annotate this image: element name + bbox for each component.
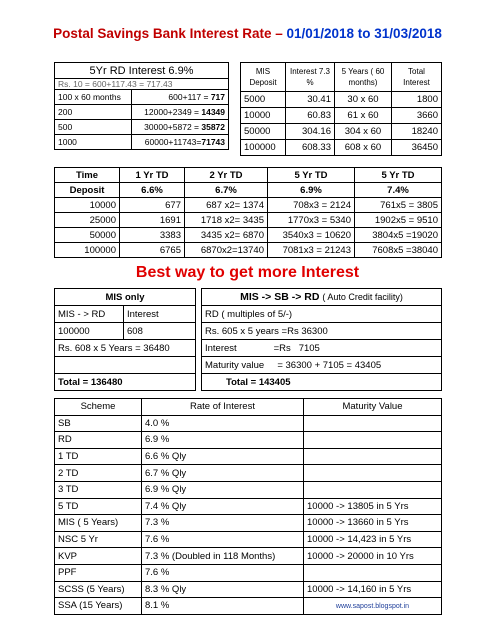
table-row: NSC 5 Yr 7.6 % 10000 -> 14,423 in 5 Yrs [55, 531, 442, 548]
mis-header-total: Total Interest [392, 63, 442, 92]
mis-header-deposit: MIS Deposit [241, 63, 286, 92]
td-header-1yr: 1 Yr TD [120, 168, 185, 183]
blank-cell [55, 357, 196, 374]
maturity-header: Maturity Value [304, 399, 442, 416]
table-row [55, 135, 229, 150]
table-row: 10000 60.83 61 x 60 3660 [241, 108, 442, 124]
mis-only-table [54, 288, 196, 391]
mis-only-cell: Interest [124, 306, 196, 323]
td-header-time: Time [55, 168, 120, 183]
title-dates: 01/01/2018 to 31/03/2018 [286, 26, 442, 41]
table-row: 3 TD 6.9 % Qly [55, 481, 442, 498]
rd-interest-table [54, 62, 229, 150]
table-row: SSA (15 Years) 8.1 % www.sapost.blogspot.in [55, 598, 442, 615]
mis-only-total: Total = 136480 [55, 374, 196, 391]
table-row: 100000 608.33 608 x 60 36450 [241, 140, 442, 156]
table-row: 50000 3383 3435 x2= 6870 3540x3 = 10620 3804x5 =19020 [55, 228, 442, 243]
rd-amount: 1000 [55, 135, 132, 150]
td-rate-label: Deposit [55, 183, 120, 198]
rd-result: 600+117 = 717 [132, 90, 229, 105]
mis-sb-rd-line: Interest =Rs 7105 [202, 340, 442, 357]
title-prefix: Postal Savings Bank Interest Rate – [53, 26, 283, 41]
best-way-heading: Best way to get more Interest [135, 264, 360, 281]
page-title [0, 26, 495, 41]
rd-subheader: Rs. 10 = 600+117.43 = 717.43 [55, 79, 229, 90]
mis-header-interest: Interest 7.3 % [286, 63, 335, 92]
blog-url-footer: www.sapost.blogspot.in [335, 603, 410, 611]
mis-sb-rd-line: Rs. 605 x 5 years =Rs 36300 [202, 323, 442, 340]
rate-header: Rate of Interest [142, 399, 304, 416]
mis-only-cell: MIS - > RD [55, 306, 124, 323]
table-row: 100000 6765 6870x2=13740 7081x3 = 21243 7608x5 =38040 [55, 243, 442, 258]
mis-sb-rd-line: RD ( multiples of 5/-) [202, 306, 442, 323]
mis-interest-table [240, 62, 442, 156]
table-row: SCSS (5 Years) 8.3 % Qly 10000 -> 14,160 in 5 Yrs [55, 581, 442, 598]
rd-result: 30000+5872 = 35872 [132, 120, 229, 135]
table-row: 5000 30.41 30 x 60 1800 [241, 92, 442, 108]
td-header-5yr-b: 5 Yr TD [355, 168, 442, 183]
table-row [55, 90, 229, 105]
mis-header-years: 5 Years ( 60 months) [335, 63, 392, 92]
rd-amount: 100 x 60 months [55, 90, 132, 105]
schemes-table [54, 398, 442, 615]
table-row [55, 105, 229, 120]
mis-only-title: MIS only [55, 289, 196, 306]
mis-sb-rd-line: Maturity value = 36300 + 7105 = 43405 [202, 357, 442, 374]
td-rate: 6.9% [268, 183, 355, 198]
table-row: 5 TD 7.4 % Qly 10000 -> 13805 in 5 Yrs [55, 498, 442, 515]
table-row: SB 4.0 % [55, 415, 442, 432]
td-header-2yr: 2 Yr TD [185, 168, 268, 183]
table-row: 10000 677 687 x2= 1374 708x3 = 2124 761x5 = 3805 [55, 198, 442, 213]
mis-only-cell: 100000 [55, 323, 124, 340]
table-row: MIS ( 5 Years) 7.3 % 10000 -> 13660 in 5 Yrs [55, 515, 442, 532]
mis-sb-rd-title: MIS -> SB -> RD ( Auto Credit facility) [202, 289, 442, 306]
mis-sb-rd-table [201, 288, 442, 391]
td-rate: 6.6% [120, 183, 185, 198]
table-row: 2 TD 6.7 % Qly [55, 465, 442, 482]
mis-only-cell: 608 [124, 323, 196, 340]
table-row: 25000 1691 1718 x2= 3435 1770x3 = 5340 1902x5 = 9510 [55, 213, 442, 228]
td-interest-table [54, 167, 442, 258]
mis-only-calc: Rs. 608 x 5 Years = 36480 [55, 340, 196, 357]
rd-result: 12000+2349 = 14349 [132, 105, 229, 120]
scheme-header: Scheme [55, 399, 142, 416]
rd-amount: 200 [55, 105, 132, 120]
table-row: 50000 304.16 304 x 60 18240 [241, 124, 442, 140]
td-header-5yr-a: 5 Yr TD [268, 168, 355, 183]
rd-result: 60000+11743=71743 [132, 135, 229, 150]
rd-header: 5Yr RD Interest 6.9% [55, 63, 229, 79]
table-row: 1 TD 6.6 % Qly [55, 448, 442, 465]
table-row: KVP 7.3 % (Doubled in 118 Months) 10000 -> 20000 in 10 Yrs [55, 548, 442, 565]
mis-sb-rd-total: Total = 143405 [202, 374, 442, 391]
td-rate: 6.7% [185, 183, 268, 198]
table-row [55, 120, 229, 135]
table-row: PPF 7.6 % [55, 564, 442, 581]
td-rate: 7.4% [355, 183, 442, 198]
rd-amount: 500 [55, 120, 132, 135]
table-row: RD 6.9 % [55, 432, 442, 449]
